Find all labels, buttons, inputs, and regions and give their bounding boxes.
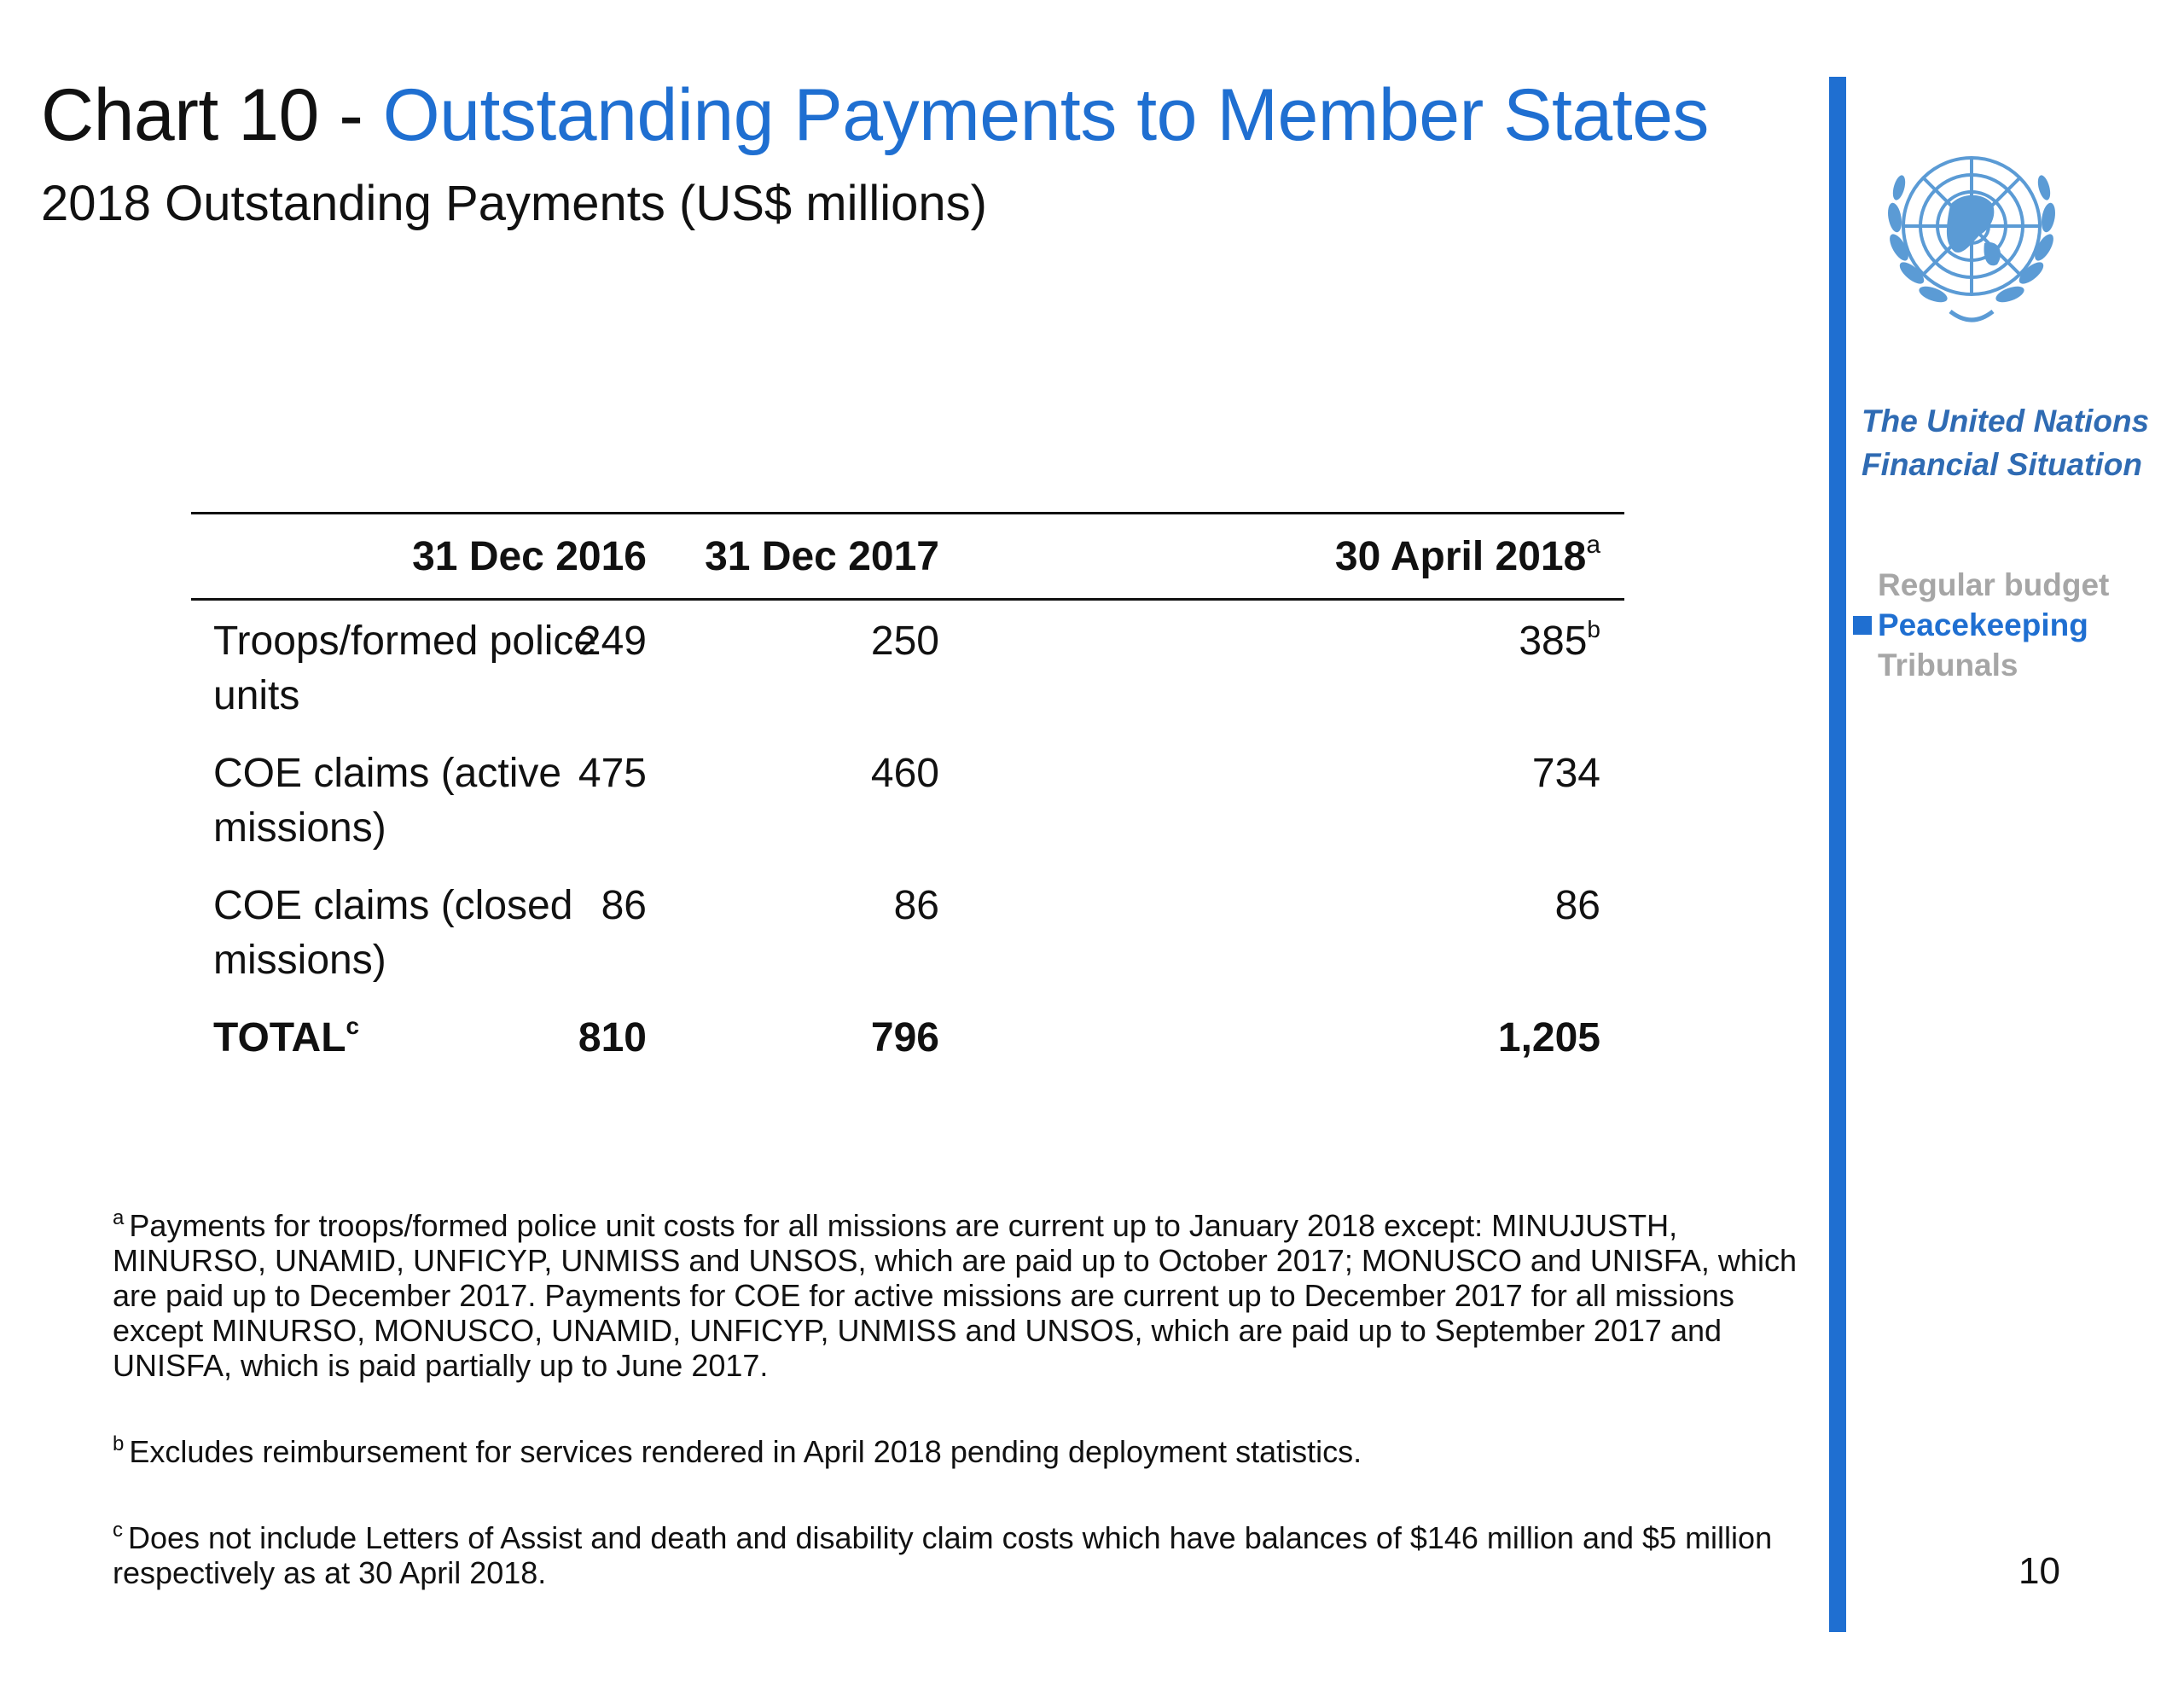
footnote-marker: b [113,1432,125,1455]
footnote-marker: c [346,1013,360,1039]
un-emblem-icon [1865,137,2078,350]
footnotes [113,1208,1802,1641]
table-cell: 734 [1531,751,1600,796]
table-cell: 385$^b$ [1519,616,1600,664]
sidebar-accent-bar [1829,77,1846,1632]
table-header [191,514,1624,598]
sidebar-nav [1848,565,2109,685]
footnote-marker: b [1587,616,1600,642]
column-header-dec-2017: 31 Dec 2017 [705,534,939,579]
row-label: COE claims (active missions) [213,751,562,851]
table-cell: 1,205 [1497,1015,1600,1060]
row-label: Troops/formed police units [213,619,597,718]
title-prefix: Chart 10 - [41,74,383,156]
sidebar-title-line1: The United Nations [1862,404,2150,439]
table-cell: 810 [578,1015,647,1060]
table-row [191,601,1624,733]
page-title [41,74,1709,156]
footnote-c: $^c$ Does not include Letters of Assist and death and disability claim costs which have balances of $146 million and $5 million respectively as at 30 April 2018. [113,1519,1773,1590]
sidebar-item-tribunals[interactable]: Tribunals [1878,648,2018,683]
footnote-marker: c [113,1519,123,1542]
table-cell: 460 [870,751,939,796]
table-cell: 86 [601,883,647,928]
footnote-marker: a [1586,531,1600,559]
table-cell: 796 [870,1015,939,1060]
table-cell: 475 [578,751,647,796]
page-number: 10 [2018,1550,2060,1592]
total-label: TOTAL$^c$ [213,1013,360,1060]
sidebar-item-regular-budget[interactable]: Regular budget [1878,567,2110,602]
table-row [191,733,1624,865]
table-cell: 249 [578,619,647,664]
sidebar-item-peacekeeping[interactable]: Peacekeeping [1848,605,2109,645]
footnote-a: $^a$ Payments for troops/formed police unit costs for all missions are current up to January 2018 except: MINUJUSTH, MINURSO, UNAMID, UNFICYP, UNMISS and UNSOS, which are paid up to October 2017; MONUSCO and UNISFA, which are paid up to December 2017. Payments for COE for active missions are current up to December 2017 for all missions except MINURSO, MONUSCO, UNAMID, UNFICYP, UNMISS and UNSOS, which are paid up to September 2017 and UNISFA, which is paid partially up to June 2017. [113,1206,1797,1383]
payments-table [191,512,1624,1066]
table-total-row [191,997,1624,1066]
sidebar-title [1862,399,2149,486]
row-label: COE claims (closed missions) [213,883,573,983]
sidebar-title-line2: Financial Situation [1862,447,2142,482]
footnote-marker: a [113,1206,125,1229]
table-cell: 86 [893,883,939,928]
footnote-b: $^b$ Excludes reimbursement for services rendered in April 2018 pending deployment statistics. [113,1432,1362,1469]
table-cell: 250 [870,619,939,664]
table-cell: 86 [1554,883,1600,928]
page-subtitle: 2018 Outstanding Payments (US$ millions) [41,176,987,231]
table-row [191,865,1624,997]
column-header-apr-2018: 30 April 2018$^a$ [1334,531,1600,579]
column-header-dec-2016: 31 Dec 2016 [412,534,647,579]
title-accent: Outstanding Payments to Member States [382,74,1709,156]
